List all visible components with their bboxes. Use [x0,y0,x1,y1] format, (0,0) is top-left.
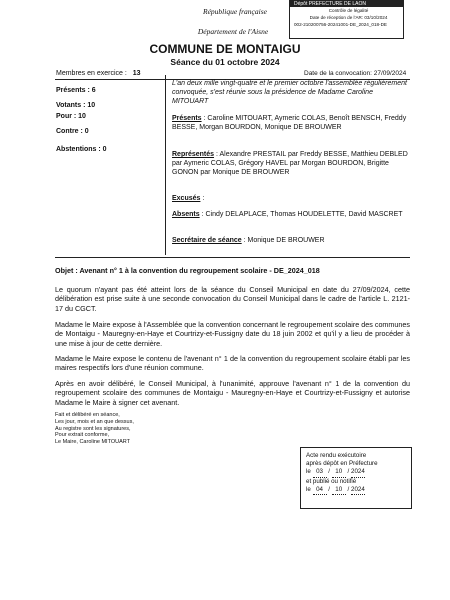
acte-month-2: 10 [332,486,346,495]
acte-date-1: le 03 / 10 / 2024 [301,468,411,477]
members-row [56,70,141,77]
acte-year-1: 2024 [351,468,365,477]
column-divider [165,75,166,255]
convocation-date: Date de la convocation: 27/09/2024 [304,70,407,77]
paragraph-3: Madame le Maire expose le contenu de l'avenant n° 1 de la convention du regroupement scolaire établi par les maires respectifs lors d'une réunion commune. [55,354,410,373]
members-label: Membres en exercice : [56,70,127,77]
acte-month-1: 10 [332,468,346,477]
objet-divider [55,257,410,258]
acte-line-1: Acte rendu exécutoire [306,452,367,459]
presents-count: Présents : 6 [56,87,96,94]
stamp-title: Dépôt PREFECTURE DE LAON [290,1,403,7]
objet-title: Objet : Avenant n° 1 à la convention du regroupement scolaire - DE_2024_018 [55,266,320,275]
contre-count: Contre : 0 [56,128,89,135]
paragraph-2: Madame le Maire expose à l'Assemblée que la convention concernant le regroupement scolaire des communes de Montaigu - Mauregny-en-Haye et Courtrizy-et-Fussigny date du 18 juin 2002 et qu'il y a lieu de procéder à une mise à jour de cette dernière. [55,320,410,348]
stamp-ref: 002-210200756-20241001-DE_2024_018-DE [294,22,387,27]
republic-label: République française [203,7,267,16]
acte-le-1: le [306,468,311,476]
signature-line: Au registre sont les signatures, [55,425,131,432]
representes-list: : Alexandre PRESTAIL par Freddy BESSE, Matthieu DEBLED par Aymeric COLAS, Grégory HAVEL par Morgan BOURDON, Brigitte GONON par Monique DE BROUWER [172,151,408,176]
prefecture-stamp [289,0,404,39]
acte-line-3: et publié ou notifié [306,477,357,485]
acte-le-2: le [306,485,311,493]
acte-year-2: 2024 [351,486,365,495]
members-value: 13 [132,70,141,77]
excuses-list: : [200,195,205,202]
representes-heading: Représentés [172,151,215,158]
secretaire-heading: Secrétaire de séance [172,237,242,244]
excuses-heading: Excusés [172,195,201,202]
signature-line: Les jour, mois et an que dessus, [55,418,134,425]
abstentions-count: Abstentions : 0 [56,146,107,153]
signature-line: Le Maire, Caroline MITOUART [55,439,130,446]
pour-count: Pour : 10 [56,113,86,120]
absents-list: : Cindy DELAPLACE, Thomas HOUDELETTE, David MASCRET [199,211,403,218]
absents-block [172,210,410,219]
absents-heading: Absents [172,211,200,218]
stamp-date: Date de réception de l'AR: 03/10/2024 [309,15,388,20]
signature-line: Fait et délibéré en séance, [55,412,120,418]
signature-block [55,412,175,446]
presents-list: : Caroline MITOUART, Aymeric COLAS, Benoît BENSCH, Freddy BESSE, Morgan BOURDON, Monique DE BROUWER [172,115,407,131]
representes-block [172,150,410,177]
acte-line-2: après dépôt en Préfecture [306,460,378,468]
paragraph-4: Après en avoir délibéré, le Conseil Municipal, à l'unanimité, approuve l'avenant n° 1 de la convention du regroupement scolaire des communes de Montaigu - Mauregny-en-Haye et Courtrizy-et-Fussigny et autorise Madame le Maire à signer cet avenant. [55,379,410,407]
acte-day-1: 03 [313,468,327,477]
acte-date-2: le 04 / 10 / 2024 [301,486,411,495]
commune-title: COMMUNE DE MONTAIGU [149,42,301,56]
acte-day-2: 04 [313,486,327,495]
signature-line: Pour extrait conforme, [55,432,110,439]
secretaire-block [172,236,410,245]
presents-heading: Présents [172,115,202,122]
department-label: Département de l'Aisne [197,27,269,36]
seance-title: Séance du 01 octobre 2024 [170,57,280,67]
paragraph-1: Le quorum n'ayant pas été atteint lors de la séance du Conseil Municipal en date du 27/09/2024, cette délibération est prise suite à une seconde convocation du Conseil Municipal dans le cadre de l'article L. 2121-17 du CGCT. [55,285,410,313]
votants-count: Votants : 10 [56,102,96,109]
excuses-block [172,194,410,203]
intro-text: L'an deux mille vingt-quatre et le premier octobre l'assemblée régulièrement convoquée, s'est réunie sous la présidence de Madame Caroline MITOUART [172,80,407,105]
secretaire-name: : Monique DE BROUWER [241,237,325,244]
stamp-control: Contrôle de légalité [328,8,369,13]
presents-block [172,114,410,132]
acte-executoire-box [300,447,412,509]
